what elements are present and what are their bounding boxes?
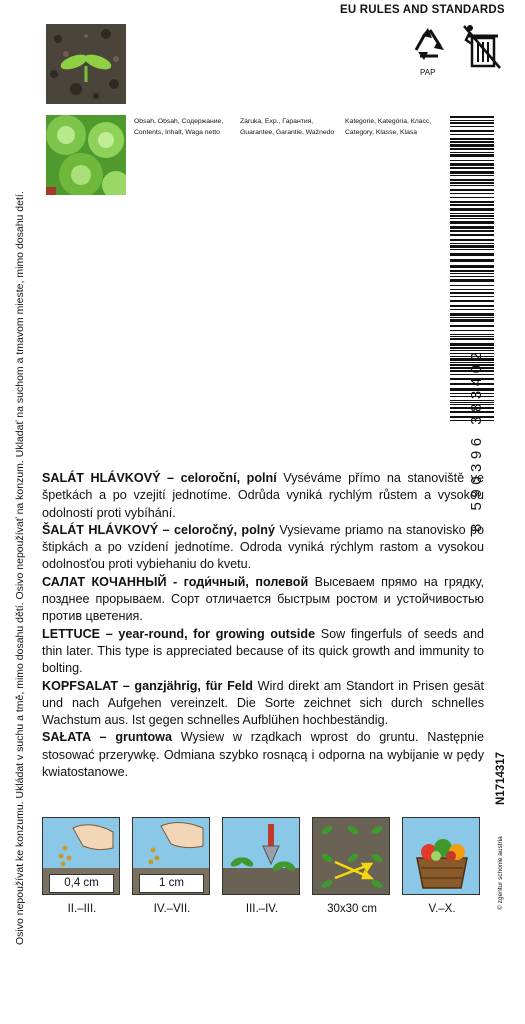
- description-de: KOPFSALAT – ganzjährig, für Feld Wird direkt am Standort in Prisen gesät und nach Aufgehen vereinzelt. Die Sorte zeichnet sich durch schnelles Wachstum aus. Ist gegen schnelles Aufblühen hochbeständig.: [42, 678, 484, 728]
- copyright-text: © zgentur schonle austria: [497, 836, 504, 910]
- sowing-panel-deep: [132, 817, 210, 895]
- pap-label: PAP: [420, 68, 436, 77]
- harvest-basket-icon: [403, 818, 480, 895]
- category-label: Kategorie, Kategória, Класс, Category, Klasse, Klasa: [345, 118, 432, 136]
- description-pl: SAŁATA – gruntowa Wysiew w rządkach wprost do gruntu. Następnie stosować przerywkę. Odmiana szybko rosnącą i odporna na wybijanie w pędy kwiatostanowe.: [42, 730, 484, 780]
- spacing-arrows-icon: [313, 818, 390, 895]
- panel-caption: III.–IV.: [245, 903, 279, 915]
- sowing-depth-label: 0,4 cm: [49, 874, 114, 893]
- storage-warning-text: Osivo nepoužívat ke konzumu. Ukládat v suchu a tmě, mimo dosahu dětí. Osivo nepoužívať na konzum. Ukladať na suchom a tmavom mieste, mimo dosahu detí.: [14, 191, 26, 945]
- panel-caption: V.–X.: [428, 903, 456, 915]
- description-cz: SALÁT HLÁVKOVÝ – celoroční, polní Vyséváme přímo na stanoviště ve špetkách a po vzejití jednotíme. Odrůda vyniká rychlým růstem a vysokou odolností proti vybíhání.: [42, 471, 484, 520]
- description-en: LETTUCE – year-round, for growing outside Sow fingerfuls of seeds and thin later. This type is appreciated because of its quick growth and immunity to bolting.: [42, 626, 484, 676]
- spacing-panel: [312, 817, 390, 895]
- panel-caption: 30x30 cm: [327, 903, 377, 915]
- sowing-depth-label: 1 cm: [139, 874, 204, 893]
- transplant-panel: [222, 817, 300, 895]
- panel-caption: IV.–VII.: [153, 903, 191, 915]
- barcode-number: 8 590396 383402: [468, 347, 485, 532]
- eu-rules-label: EU RULES AND STANDARDS: [340, 4, 505, 16]
- description-block: [42, 470, 484, 781]
- harvest-panel: [402, 817, 480, 895]
- description-ru: САЛАТ КОЧАННЫЙ - годи́чный, полевой Высеваем прямо на грядку, позднее прорываем. Сорт отличается быстрым ростом и устойчивостью против цветения.: [42, 574, 484, 624]
- panel-caption: II.–III.: [67, 903, 97, 915]
- recycle-icon: [410, 24, 450, 64]
- lettuce-photo: [46, 115, 126, 195]
- trash-bin-icon: [462, 24, 502, 70]
- trowel-seedlings-icon: [223, 818, 300, 895]
- contents-label: Obsah, Obsah, Содержание, Contents, Inhalt, Waga netto: [134, 118, 224, 136]
- product-code: N1714317: [495, 751, 507, 805]
- sowing-panel-shallow: [42, 817, 120, 895]
- guarantee-label: Záruka, Exp., Гарантия, Guarantee, Garantie, Ważnedo: [240, 118, 335, 136]
- description-sk: ŠALÁT HLÁVKOVÝ – celoročný, polný Vysievame priamo na stanovisko po štipkách a po vzídení jednotíme. Odroda vyniká rýchlym rastom a vysokou odolnosťou proti vybiehaniu do kvetu.: [42, 522, 484, 572]
- seedling-photo: [46, 24, 126, 104]
